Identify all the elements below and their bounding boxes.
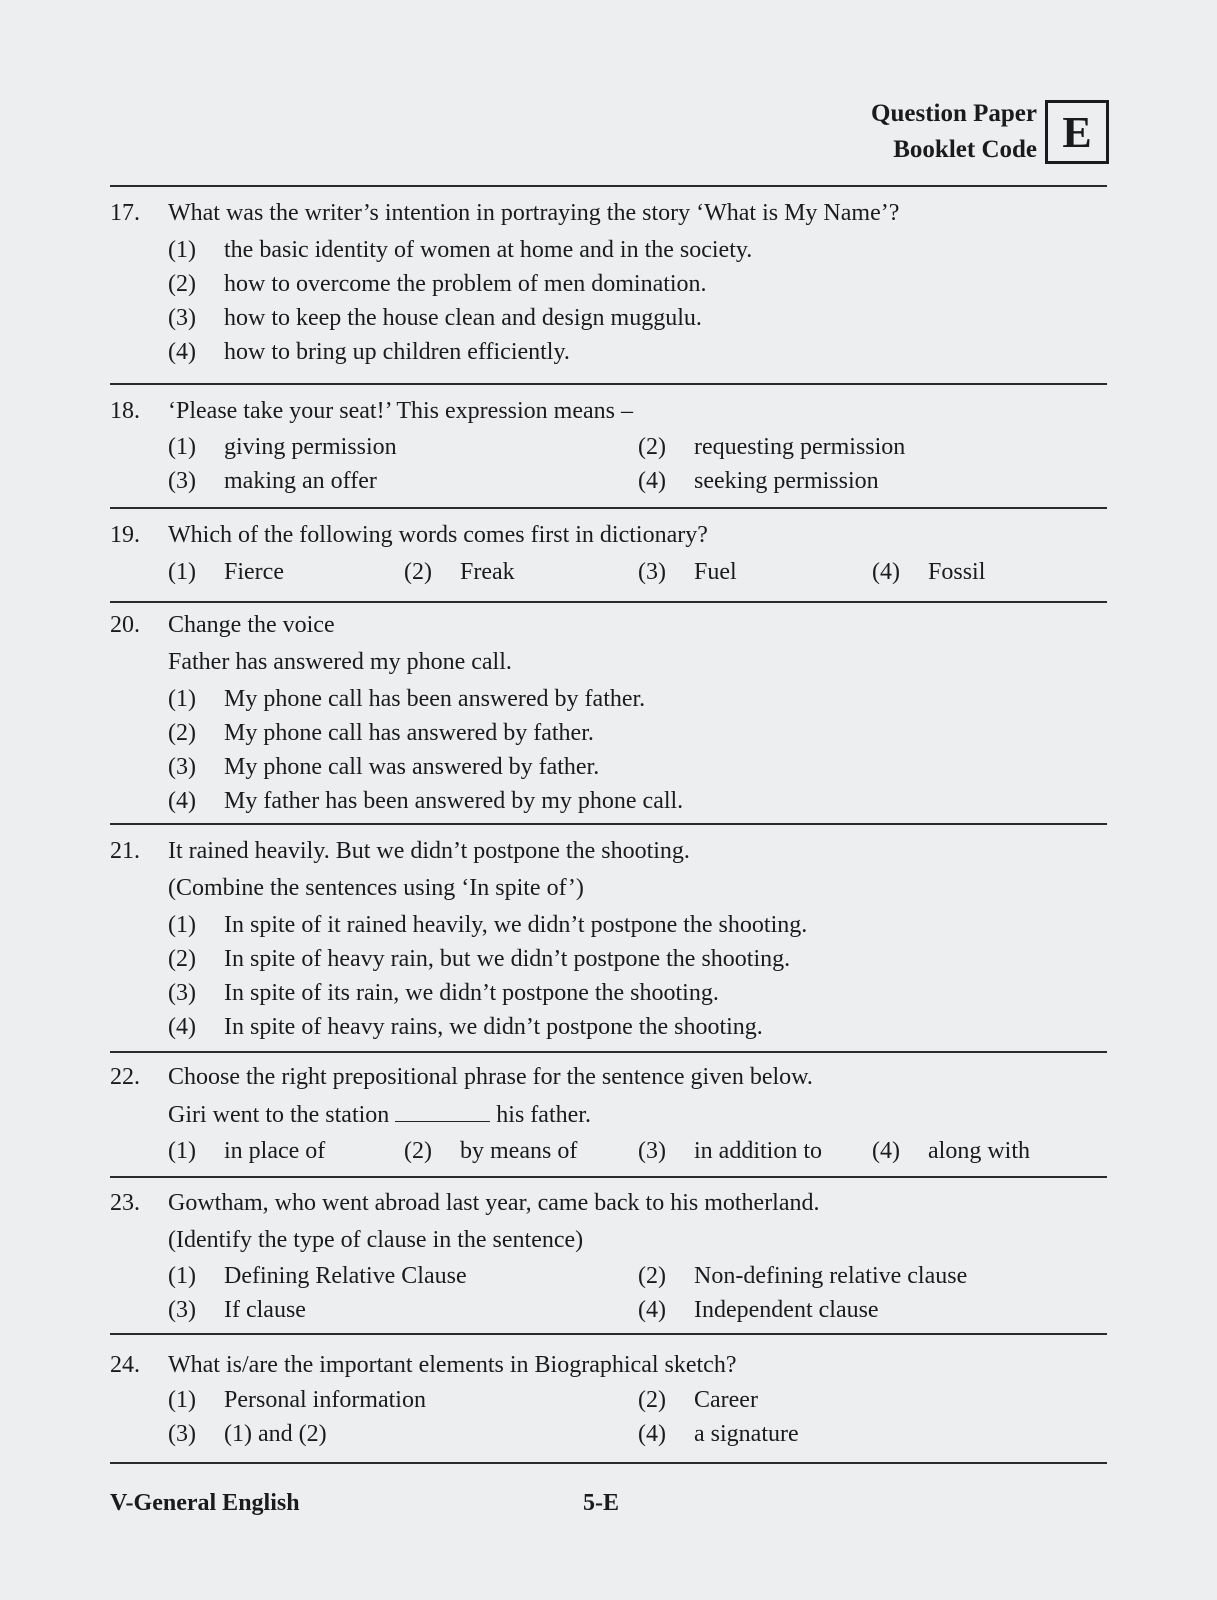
- question-number: 24.: [110, 1352, 140, 1378]
- sentence-start: Giri went to the station: [168, 1102, 390, 1128]
- option-number: (4): [872, 1138, 900, 1164]
- option-text: by means of: [460, 1138, 578, 1164]
- booklet-code-box: E: [1045, 100, 1109, 164]
- option-number: (3): [638, 1138, 666, 1164]
- divider: [110, 601, 1107, 603]
- divider: [110, 1051, 1107, 1053]
- option-number: (4): [168, 1014, 196, 1040]
- option-number: (1): [168, 1387, 196, 1413]
- option-text: a signature: [694, 1421, 799, 1447]
- option-text: seeking permission: [694, 468, 879, 494]
- option-text: Freak: [460, 559, 515, 585]
- option-text: along with: [928, 1138, 1030, 1164]
- divider: [110, 185, 1107, 187]
- fill-in-blank: [395, 1101, 490, 1122]
- option-text: how to keep the house clean and design muggulu.: [224, 305, 702, 331]
- question-stem: Change the voice: [168, 612, 335, 638]
- question-stem: ‘Please take your seat!’ This expression means –: [168, 398, 633, 424]
- option-text: how to overcome the problem of men domination.: [224, 271, 707, 297]
- question-sub-text: Father has answered my phone call.: [168, 649, 512, 675]
- option-number: (2): [638, 1387, 666, 1413]
- question-number: 20.: [110, 612, 140, 638]
- option-text: Career: [694, 1387, 758, 1413]
- option-text: Independent clause: [694, 1297, 879, 1323]
- divider: [110, 1333, 1107, 1335]
- option-text: My phone call has been answered by father.: [224, 686, 646, 712]
- option-text: In spite of it rained heavily, we didn’t postpone the shooting.: [224, 912, 808, 938]
- option-number: (1): [168, 559, 196, 585]
- booklet-code-header: [871, 96, 1109, 168]
- question-stem: Which of the following words comes first in dictionary?: [168, 522, 708, 548]
- option-number: (3): [168, 305, 196, 331]
- option-text: requesting permission: [694, 434, 906, 460]
- option-number: (1): [168, 1138, 196, 1164]
- option-number: (2): [168, 720, 196, 746]
- option-text: In spite of heavy rain, but we didn’t postpone the shooting.: [224, 946, 791, 972]
- option-text: Fuel: [694, 559, 737, 585]
- option-number: (3): [168, 754, 196, 780]
- footer-subject: V-General English: [110, 1490, 300, 1516]
- divider: [110, 383, 1107, 385]
- option-number: (4): [168, 339, 196, 365]
- option-text: how to bring up children efficiently.: [224, 339, 570, 365]
- option-number: (2): [638, 1263, 666, 1289]
- option-text: (1) and (2): [224, 1421, 327, 1447]
- header-line-2: Booklet Code: [893, 136, 1037, 163]
- option-number: (4): [638, 468, 666, 494]
- question-stem: What was the writer’s intention in portraying the story ‘What is My Name’?: [168, 200, 900, 226]
- option-text: in addition to: [694, 1138, 822, 1164]
- divider: [110, 1462, 1107, 1464]
- question-stem: Choose the right prepositional phrase for the sentence given below.: [168, 1064, 813, 1090]
- option-number: (2): [168, 946, 196, 972]
- option-number: (1): [168, 237, 196, 263]
- option-number: (2): [404, 1138, 432, 1164]
- option-number: (4): [872, 559, 900, 585]
- question-number: 19.: [110, 522, 140, 548]
- option-text: giving permission: [224, 434, 397, 460]
- question-sub-text: (Combine the sentences using ‘In spite of’): [168, 875, 584, 901]
- question-stem: What is/are the important elements in Biographical sketch?: [168, 1352, 737, 1378]
- header-line-1: Question Paper: [871, 100, 1037, 127]
- option-number: (3): [638, 559, 666, 585]
- option-number: (1): [168, 686, 196, 712]
- divider: [110, 507, 1107, 509]
- question-number: 21.: [110, 838, 140, 864]
- option-text: Fierce: [224, 559, 284, 585]
- question-stem: It rained heavily. But we didn’t postpone the shooting.: [168, 838, 690, 864]
- option-text: Non-defining relative clause: [694, 1263, 968, 1289]
- option-text: Personal information: [224, 1387, 426, 1413]
- option-number: (2): [168, 271, 196, 297]
- option-number: (4): [638, 1297, 666, 1323]
- question-stem: Gowtham, who went abroad last year, came back to his motherland.: [168, 1190, 820, 1216]
- option-number: (1): [168, 1263, 196, 1289]
- question-number: 17.: [110, 200, 140, 226]
- option-text: Fossil: [928, 559, 986, 585]
- question-number: 18.: [110, 398, 140, 424]
- option-number: (1): [168, 912, 196, 938]
- option-text: making an offer: [224, 468, 377, 494]
- option-text: My phone call has answered by father.: [224, 720, 594, 746]
- option-number: (2): [404, 559, 432, 585]
- option-text: the basic identity of women at home and in the society.: [224, 237, 753, 263]
- option-number: (3): [168, 1421, 196, 1447]
- option-text: In spite of its rain, we didn’t postpone the shooting.: [224, 980, 719, 1006]
- option-number: (3): [168, 1297, 196, 1323]
- question-number: 23.: [110, 1190, 140, 1216]
- option-text: My father has been answered by my phone call.: [224, 788, 684, 814]
- option-text: My phone call was answered by father.: [224, 754, 600, 780]
- option-number: (1): [168, 434, 196, 460]
- sentence-end: his father.: [496, 1102, 591, 1128]
- option-text: Defining Relative Clause: [224, 1263, 467, 1289]
- question-number: 22.: [110, 1064, 140, 1090]
- divider: [110, 823, 1107, 825]
- option-text: in place of: [224, 1138, 326, 1164]
- option-number: (3): [168, 980, 196, 1006]
- option-number: (2): [638, 434, 666, 460]
- option-number: (4): [638, 1421, 666, 1447]
- header-text: [871, 96, 1037, 168]
- option-number: (3): [168, 468, 196, 494]
- footer-page-number: 5-E: [583, 1490, 619, 1516]
- question-sub-text: [168, 1101, 591, 1129]
- option-text: If clause: [224, 1297, 306, 1323]
- divider: [110, 1176, 1107, 1178]
- option-text: In spite of heavy rains, we didn’t postpone the shooting.: [224, 1014, 763, 1040]
- option-number: (4): [168, 788, 196, 814]
- question-sub-text: (Identify the type of clause in the sentence): [168, 1227, 584, 1253]
